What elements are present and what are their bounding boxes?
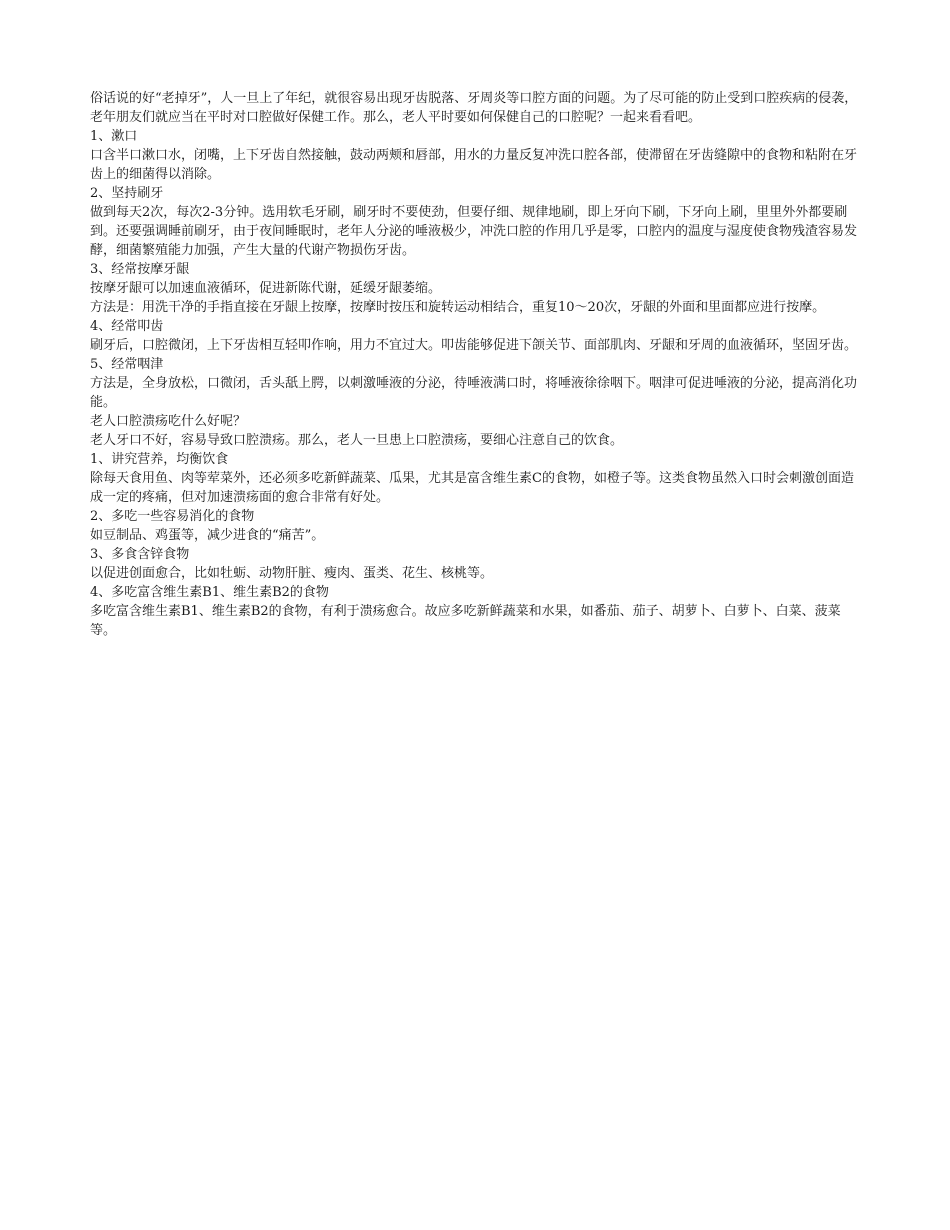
intro-paragraph: 俗话说的好“老掉牙”，人一旦上了年纪，就很容易出现牙齿脱落、牙周炎等口腔方面的问题。为了尽可能的防止受到口腔疾病的侵袭，老年朋友们就应当在平时对口腔做好保健工作。那么，老人平时要如何保健自己的口腔呢？一起来看看吧。	[90, 91, 858, 125]
paragraph-massage-method: 方法是：用洗干净的手指直接在牙龈上按摩，按摩时按压和旋转运动相结合，重复10～20次，牙龈的外面和里面都应进行按摩。	[90, 300, 826, 315]
paragraph-rinse-mouth: 口含半口漱口水，闭嘴，上下牙齿自然接触，鼓动两颊和唇部，用水的力量反复冲洗口腔各部，使滞留在牙齿缝隙中的食物和粘附在牙齿上的细菌得以消除。	[90, 148, 858, 182]
document-body	[90, 89, 862, 640]
heading-tap-teeth: 4、经常叩齿	[90, 319, 164, 334]
heading-balanced-diet: 1、讲究营养，均衡饮食	[90, 452, 229, 467]
paragraph-brush-teeth: 做到每天2次，每次2-3分钟。选用软毛牙刷，刷牙时不要使劲，但要仔细、规律地刷，即上牙向下刷，下牙向上刷，里里外外都要刷到。还要强调睡前刷牙，由于夜间睡眠时，老年人分泌的唾液极少，冲洗口腔的作用几乎是零，口腔内的温度与湿度使食物残渣容易发酵，细菌繁殖能力加强，产生大量的代谢产物损伤牙齿。	[90, 205, 858, 258]
paragraph-tap-teeth: 刷牙后，口腔微闭，上下牙齿相互轻叩作响，用力不宜过大。叩齿能够促进下颌关节、面部肌肉、牙龈和牙周的血液循环，坚固牙齿。	[90, 338, 858, 353]
heading-brush-teeth: 2、坚持刷牙	[90, 186, 164, 201]
heading-zinc-food: 3、多食含锌食物	[90, 547, 190, 562]
paragraph-ulcer-intro: 老人牙口不好，容易导致口腔溃疡。那么，老人一旦患上口腔溃疡，要细心注意自己的饮食。	[90, 433, 624, 448]
paragraph-digestible-food: 如豆制品、鸡蛋等，减少进食的“痛苦”。	[90, 528, 325, 543]
paragraph-vitamin-b-food: 多吃富含维生素B1、维生素B2的食物，有利于溃疡愈合。故应多吃新鲜蔬菜和水果，如番茄、茄子、胡萝卜、白萝卜、白菜、菠菜等。	[90, 604, 841, 638]
heading-digestible-food: 2、多吃一些容易消化的食物	[90, 509, 255, 524]
paragraph-balanced-diet: 除每天食用鱼、肉等荤菜外，还必须多吃新鲜蔬菜、瓜果，尤其是富含维生素C的食物，如橙子等。这类食物虽然入口时会刺激创面造成一定的疼痛，但对加速溃疡面的愈合非常有好处。	[90, 471, 854, 505]
paragraph-zinc-food: 以促进创面愈合，比如牡蛎、动物肝脏、瘦肉、蛋类、花生、核桃等。	[90, 566, 494, 581]
heading-swallow-saliva: 5、经常咽津	[90, 357, 164, 372]
heading-rinse-mouth: 1、漱口	[90, 129, 138, 144]
heading-massage-gums: 3、经常按摩牙龈	[90, 262, 190, 277]
heading-vitamin-b-food: 4、多吃富含维生素B1、维生素B2的食物	[90, 585, 329, 600]
paragraph-massage-gums: 按摩牙龈可以加速血液循环，促进新陈代谢，延缓牙龈萎缩。	[90, 281, 442, 296]
section-title-ulcer-diet: 老人口腔溃疡吃什么好呢？	[90, 414, 247, 429]
paragraph-swallow-saliva: 方法是，全身放松，口微闭，舌头舐上腭，以刺激唾液的分泌，待唾液满口时，将唾液徐徐咽下。咽津可促进唾液的分泌，提高消化功能。	[90, 376, 858, 410]
